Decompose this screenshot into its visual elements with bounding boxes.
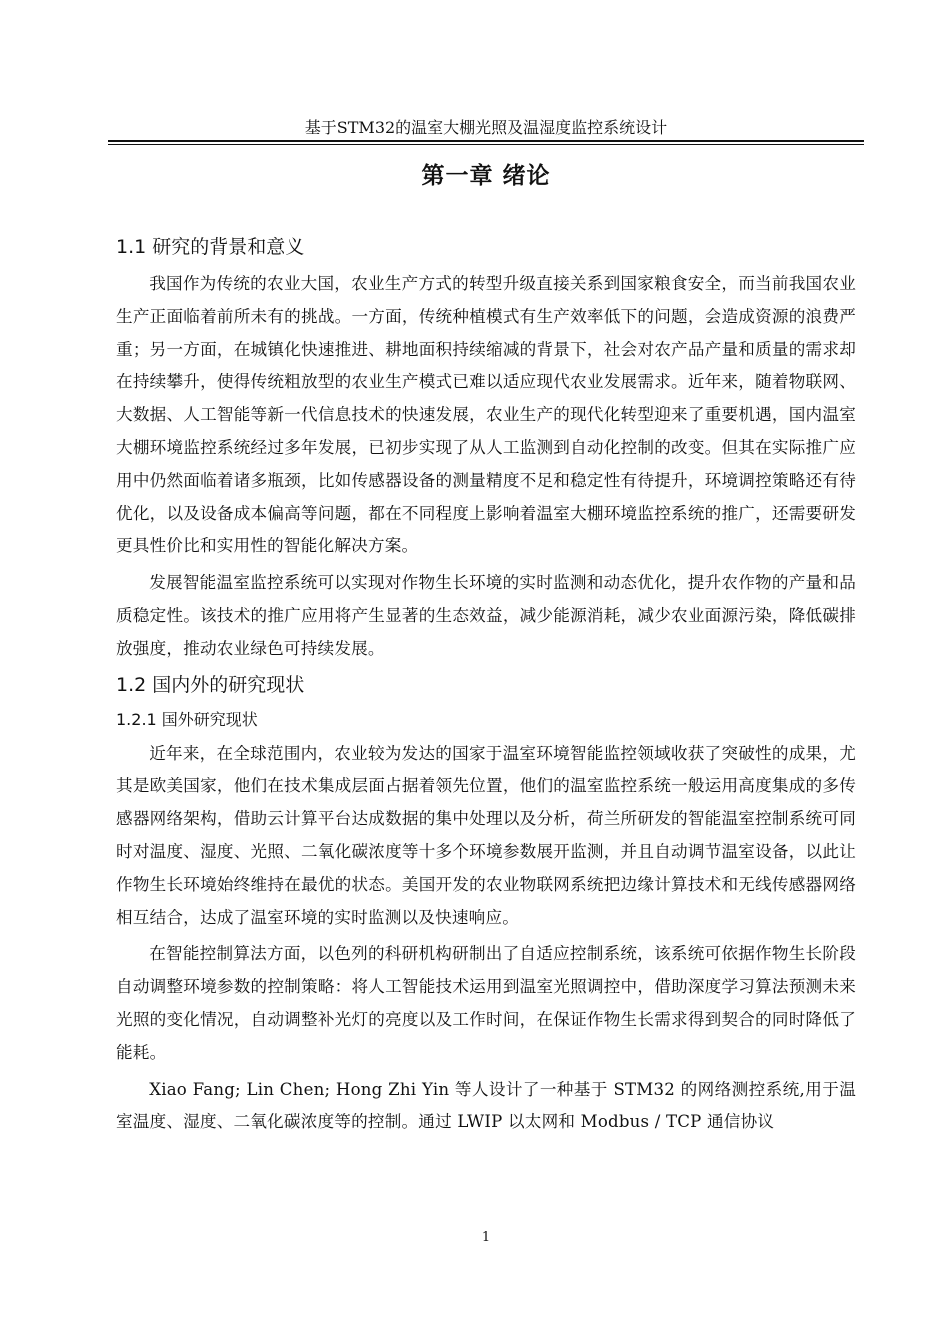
paragraph: 发展智能温室监控系统可以实现对作物生长环境的实时监测和动态优化，提升农作物的产量和品质稳定性。该技术的推广应用将产生显著的生态效益，减少能源消耗，减少农业面源污染，降低碳排放强度，推动农业绿色可持续发展。 bbox=[116, 573, 856, 658]
paragraph: Xiao Fang; Lin Chen; Hong Zhi Yin 等人设计了一种基于 STM32 的网络测控系统,用于温室温度、湿度、二氧化碳浓度等的控制。通过 LWIP 以太网和 Modbus / TCP 通信协议 bbox=[116, 1079, 856, 1132]
paragraph: 我国作为传统的农业大国，农业生产方式的转型升级直接关系到国家粮食安全，而当前我国农业生产正面临着前所未有的挑战。一方面，传统种植模式有生产效率低下的问题，会造成资源的浪费严重；另一方面，在城镇化快速推进、耕地面积持续缩减的背景下，社会对农产品产量和质量的需求却在持续攀升，使得传统粗放型的农业生产模式已难以适应现代农业发展需求。近年来，随着物联网、大数据、人工智能等新一代信息技术的快速发展，农业生产的现代化转型迎来了重要机遇，国内温室大棚环境监控系统经过多年发展，已初步实现了从人工监测到自动化控制的改变。但其在实际推广应用中仍然面临着诸多瓶颈，比如传感器设备的测量精度不足和稳定性有待提升，环境调控策略还有待优化，以及设备成本偏高等问题，都在不同程度上影响着温室大棚环境监控系统的推广，还需要研发更具性价比和实用性的智能化解决方案。 bbox=[116, 274, 856, 556]
paragraph: 近年来，在全球范围内，农业较为发达的国家于温室环境智能监控领域收获了突破性的成果，尤其是欧美国家，他们在技术集成层面占据着领先位置，他们的温室监控系统一般运用高度集成的多传感器网络架构，借助云计算平台达成数据的集中处理以及分析，荷兰所研发的智能温室控制系统可同时对温度、湿度、光照、二氧化碳浓度等十多个环境参数展开监测，并且自动调节温室设备，以此让作物生长环境始终维持在最优的状态。美国开发的农业物联网系统把边缘计算技术和无线传感器网络相互结合，达成了温室环境的实时监测以及快速响应。 bbox=[116, 743, 856, 927]
page-number: 1 bbox=[481, 1230, 491, 1245]
running-header-title: 基于STM32的温室大棚光照及温湿度监控系统设计 bbox=[304, 118, 668, 137]
chapter-title: 第一章 绪论 bbox=[421, 163, 551, 189]
body-content bbox=[116, 232, 856, 1139]
header-rule-thick bbox=[108, 140, 864, 142]
paragraph: 在智能控制算法方面，以色列的科研机构研制出了自适应控制系统，该系统可依据作物生长阶段自动调整环境参数的控制策略：将人工智能技术运用到温室光照调控中，借助深度学习算法预测未来光照的变化情况，自动调整补光灯的亮度以及工作时间，在保证作物生长需求得到契合的同时降低了能耗。 bbox=[116, 944, 856, 1062]
section-heading-1-2: 1.2 国内外的研究现状 bbox=[116, 673, 305, 696]
header-rule-thin bbox=[108, 144, 864, 145]
section-heading-1-1: 1.1 研究的背景和意义 bbox=[116, 236, 305, 258]
subsection-heading-1-2-1: 1.2.1 国外研究现状 bbox=[116, 709, 258, 729]
